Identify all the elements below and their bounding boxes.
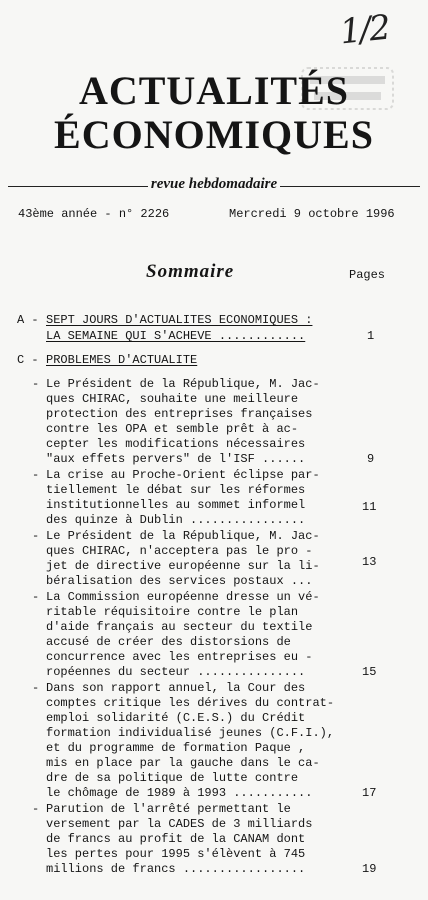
toc-item-1-line: cepter les modifications nécessaires <box>46 437 306 451</box>
toc-item-2-line: institutionnelles au sommet informel <box>46 498 306 512</box>
toc-item-4-line: ritable réquisitoire contre le plan <box>46 605 299 619</box>
toc-item-4-line: ropéennes du secteur ............... <box>46 665 306 679</box>
issue-number: 43ème année - n° 2226 <box>18 207 170 221</box>
toc-item-6-line: de francs au profit de la CANAM dont <box>46 832 306 846</box>
handwritten-annotation: 1/2 <box>338 7 391 53</box>
toc-item-1-line: "aux effets pervers" de l'ISF ...... <box>46 452 306 466</box>
toc-item-4-line: concurrence avec les entreprises eu - <box>46 650 313 664</box>
toc-title: Sommaire <box>146 261 235 282</box>
toc-pages-header: Pages <box>349 268 386 282</box>
toc-item-6-line: versement par la CADES de 3 milliards <box>46 817 313 831</box>
toc-item-2-line: tiellement le débat sur les réformes <box>46 483 306 497</box>
toc-item-dash: - <box>32 681 40 695</box>
toc-item-1-line: ques CHIRAC, souhaite une meilleure <box>46 392 299 406</box>
masthead-subtitle: revue hebdomadaire <box>0 176 428 193</box>
masthead-title-line1: ACTUALITÉS <box>78 68 350 113</box>
toc-item-1-line: Le Président de la République, M. Jac- <box>46 377 320 391</box>
toc-item-5-line: et du programme de formation Paque , <box>46 741 306 755</box>
toc-item-6-line: Parution de l'arrêté permettant le <box>46 802 291 816</box>
section-c-title: PROBLEMES D'ACTUALITE <box>46 353 198 367</box>
masthead-title-line2: ÉCONOMIQUES <box>54 112 374 157</box>
toc-item-4-line: d'aide français au secteur du textile <box>46 620 313 634</box>
toc-item-5-line: dre de sa politique de lutte contre <box>46 771 299 785</box>
toc-item-5-line: emploi solidarité (C.E.S.) du Crédit <box>46 711 306 725</box>
toc-item-6-line: les pertes pour 1995 s'élèvent à 745 <box>46 847 306 861</box>
toc-item-3-line: jet de directive européenne sur la li- <box>46 559 320 573</box>
toc-item-dash: - <box>32 802 40 816</box>
section-a-title-line1: SEPT JOURS D'ACTUALITES ECONOMIQUES : <box>46 313 313 327</box>
toc-item-2-line: des quinze à Dublin ................ <box>46 513 306 527</box>
toc-item-1-line: contre les OPA et semble prêt à ac- <box>46 422 299 436</box>
toc-item-3-page: 13 <box>362 555 377 569</box>
toc-item-5-line: le chômage de 1989 à 1993 ........... <box>46 786 313 800</box>
issue-date: Mercredi 9 octobre 1996 <box>229 207 395 221</box>
toc-item-5-line: mis en place par la gauche dans le ca- <box>46 756 320 770</box>
toc-item-3-line: béralisation des services postaux ... <box>46 574 313 588</box>
section-a-page: 1 <box>367 329 375 343</box>
section-a-letter: A - <box>17 313 39 327</box>
toc-item-1-page: 9 <box>367 452 375 466</box>
toc-item-2-line: La crise au Proche-Orient éclipse par- <box>46 468 320 482</box>
toc-item-4-page: 15 <box>362 665 377 679</box>
toc-item-dash: - <box>32 529 40 543</box>
toc-item-dash: - <box>32 468 40 482</box>
toc-item-4-line: accusé de créer des distorsions de <box>46 635 291 649</box>
toc-item-3-line: Le Président de la République, M. Jac- <box>46 529 320 543</box>
toc-item-5-line: formation individualisé jeunes (C.F.I.), <box>46 726 335 740</box>
toc-item-5-line: Dans son rapport annuel, la Cour des <box>46 681 306 695</box>
section-c-letter: C - <box>17 353 39 367</box>
toc-item-6-page: 19 <box>362 862 377 876</box>
toc-item-5-line: comptes critique les dérives du contrat- <box>46 696 335 710</box>
toc-item-dash: - <box>32 590 40 604</box>
toc-item-6-line: millions de francs ................. <box>46 862 306 876</box>
toc-item-5-page: 17 <box>362 786 377 800</box>
toc-item-2-page: 11 <box>362 500 377 514</box>
section-a-title-line2: LA SEMAINE QUI S'ACHEVE ............ <box>46 329 306 343</box>
toc-item-4-line: La Commission européenne dresse un vé- <box>46 590 320 604</box>
toc-item-3-line: ques CHIRAC, n'acceptera pas le pro - <box>46 544 313 558</box>
toc-item-dash: - <box>32 377 40 391</box>
toc-item-1-line: protection des entreprises françaises <box>46 407 313 421</box>
